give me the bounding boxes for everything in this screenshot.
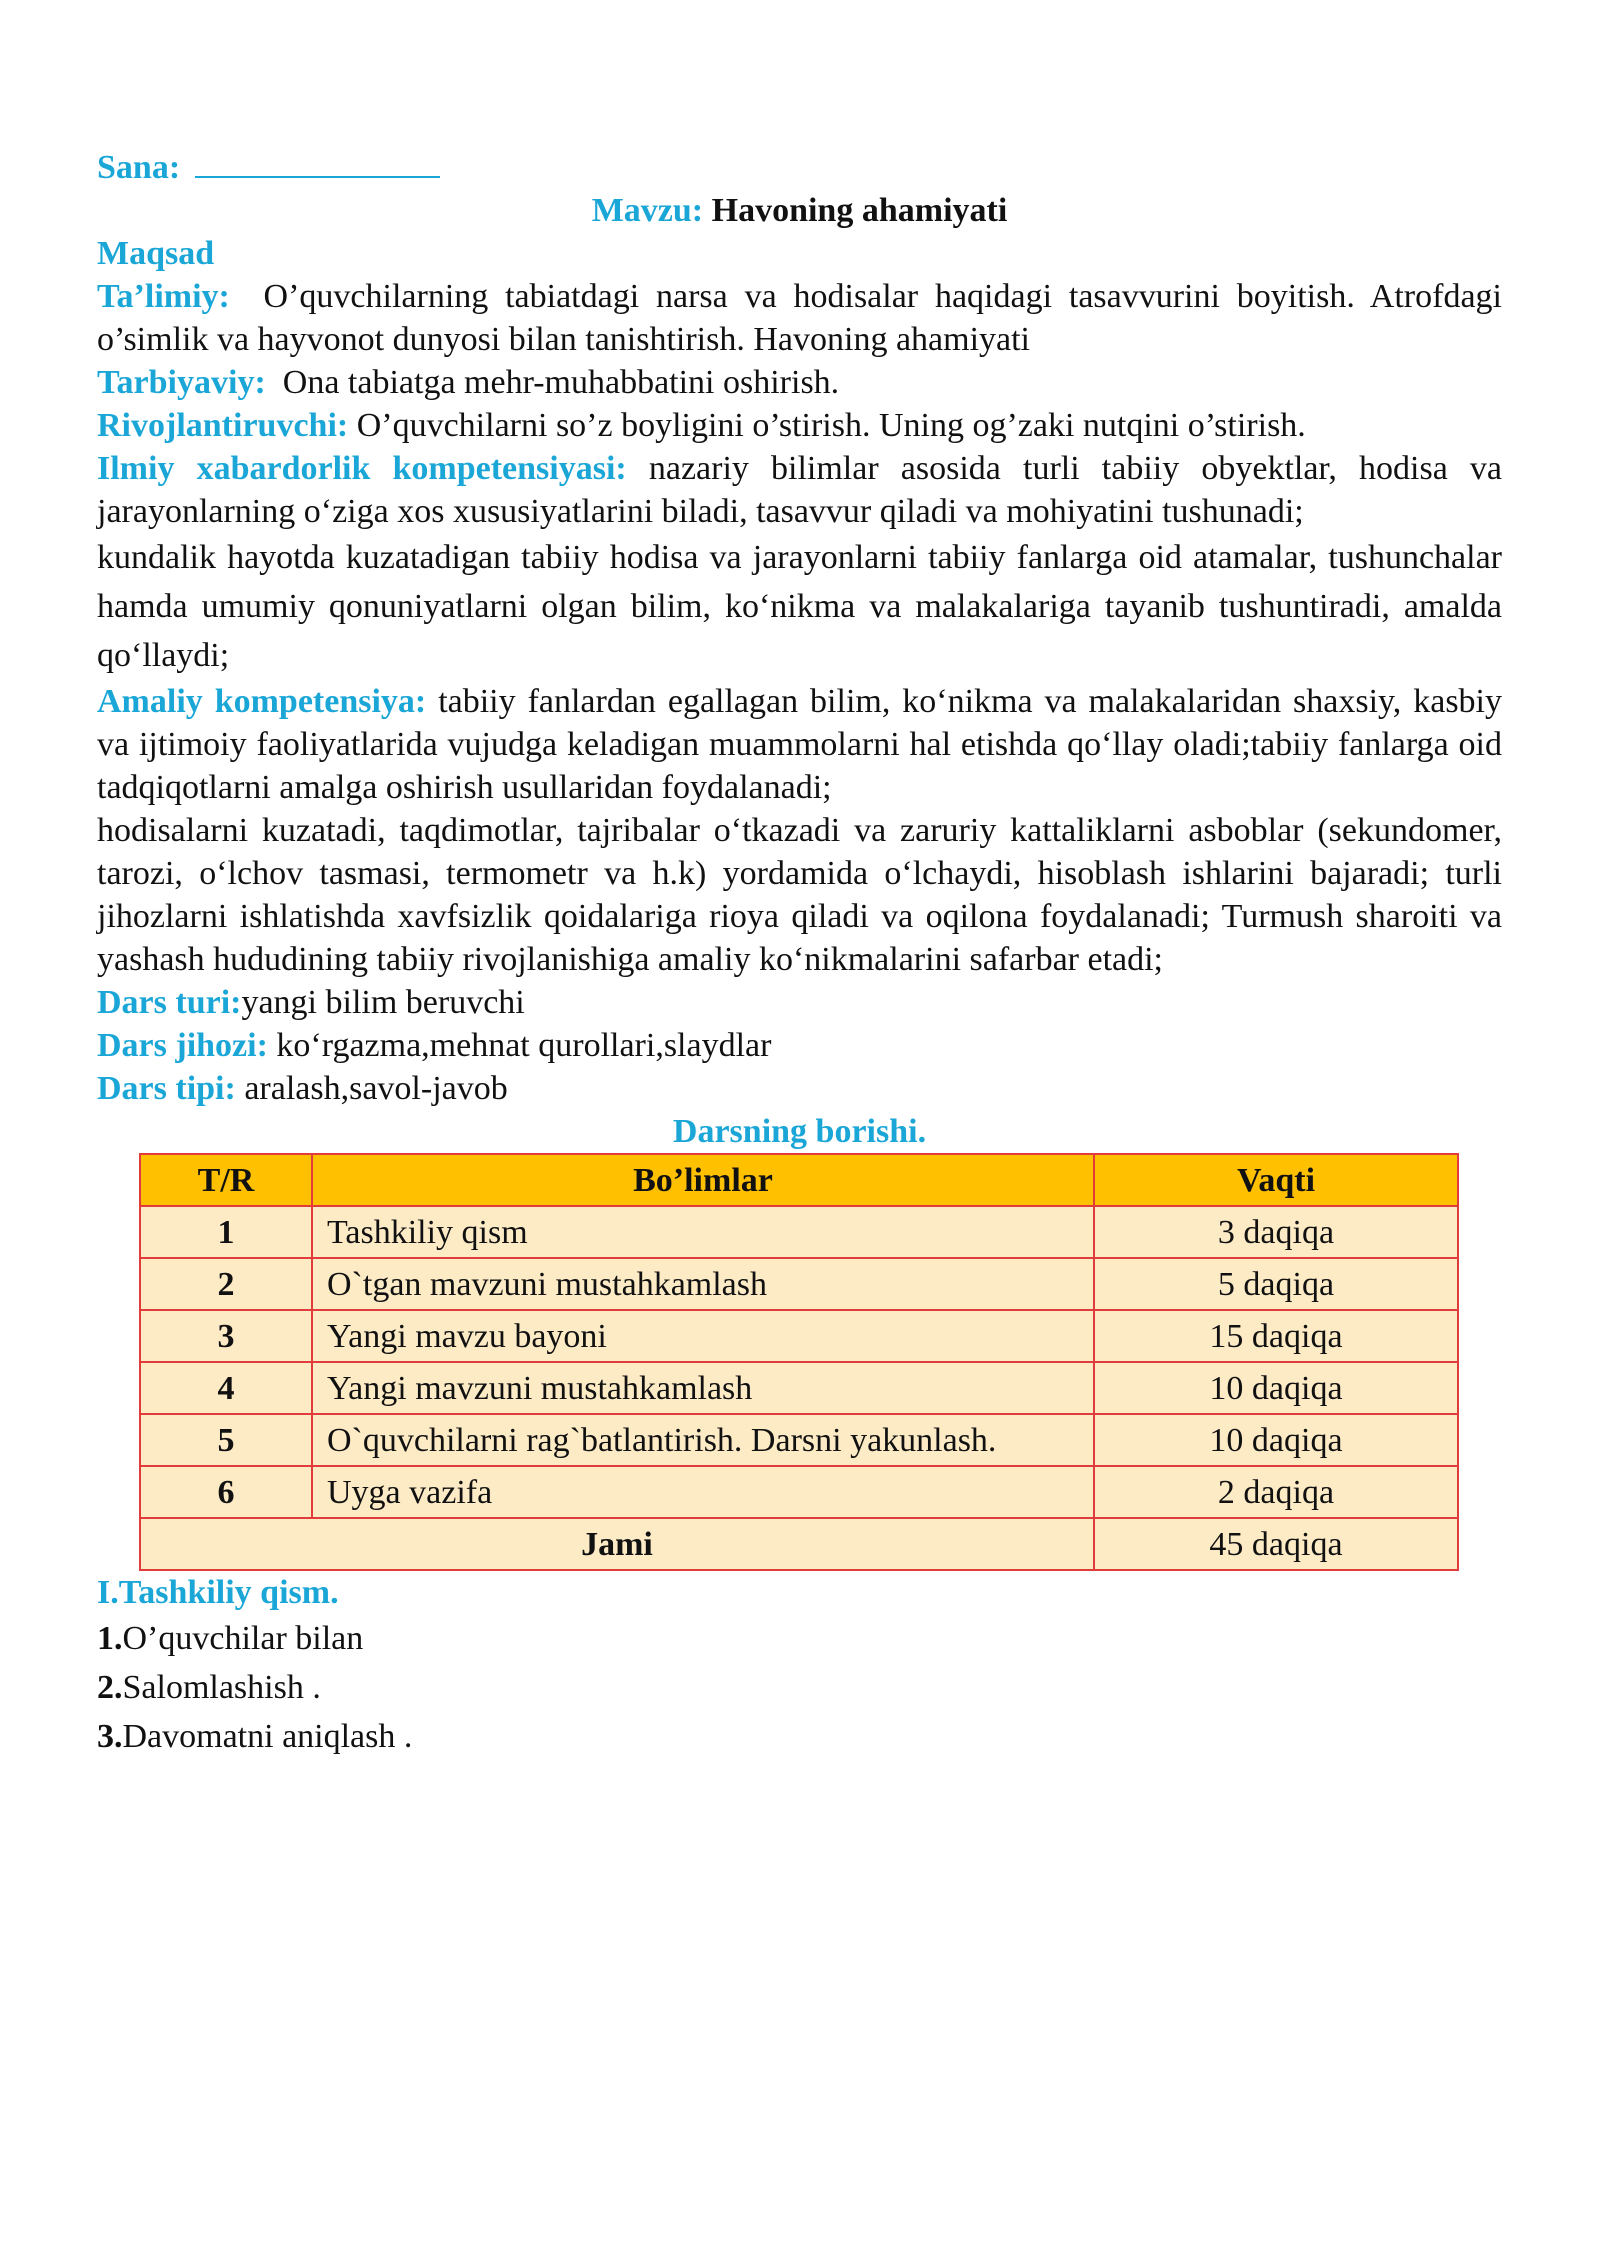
- table-total-row: [140, 1518, 1458, 1570]
- organizational-heading: I.Tashkiliy qism.: [97, 1574, 339, 1611]
- topic-value: Havoning ahamiyati: [711, 192, 1008, 229]
- date-line: [97, 146, 1502, 189]
- row-section: Yangi mavzuni mustahkamlash: [312, 1362, 1094, 1414]
- talimiy-text: O’quvchilarning tabiatdagi narsa va hodisalar haqidagi tasavvurini boyitish. Atrofdagi o’simlik va hayvonot dunyosi bilan tanishtirish. Havoning ahamiyati: [97, 278, 1502, 358]
- dars-turi-label: Dars turi:: [97, 984, 242, 1021]
- row-section: Tashkiliy qism: [312, 1206, 1094, 1258]
- step-item: [97, 1614, 1502, 1663]
- dars-tipi-label: Dars tipi:: [97, 1070, 236, 1107]
- table-row: [140, 1466, 1458, 1518]
- lesson-plan-table: [139, 1153, 1459, 1571]
- row-time: 2 daqiqa: [1094, 1466, 1458, 1518]
- step-text: O’quvchilar bilan: [122, 1620, 364, 1657]
- tarbiyaviy-label: Tarbiyaviy:: [97, 364, 266, 401]
- step-number: 1.: [97, 1620, 123, 1657]
- ilmiy-label: Ilmiy xabardorlik kompetensiyasi:: [97, 450, 627, 487]
- dars-turi-value: yangi bilim beruvchi: [241, 984, 525, 1021]
- goals-heading: Maqsad: [97, 235, 215, 272]
- dars-tipi-line: [97, 1067, 1502, 1110]
- row-time: 10 daqiqa: [1094, 1414, 1458, 1466]
- row-number: 6: [140, 1466, 312, 1518]
- total-time: 45 daqiqa: [1094, 1518, 1458, 1570]
- topic-line: [97, 189, 1502, 232]
- talimiy-label: Ta’limiy:: [97, 278, 230, 315]
- ilmiy-paragraph: [97, 447, 1502, 533]
- date-label: Sana:: [97, 149, 181, 186]
- header-tr: T/R: [140, 1154, 312, 1206]
- table-row: [140, 1310, 1458, 1362]
- plan-title: Darsning borishi.: [672, 1113, 927, 1150]
- step-text: Salomlashish .: [122, 1669, 321, 1706]
- row-number: 3: [140, 1310, 312, 1362]
- table-row: [140, 1414, 1458, 1466]
- row-number: 1: [140, 1206, 312, 1258]
- header-sections: Bo’limlar: [312, 1154, 1094, 1206]
- dars-turi-line: [97, 981, 1502, 1024]
- row-time: 10 daqiqa: [1094, 1362, 1458, 1414]
- row-section: O`quvchilarni rag`batlantirish. Darsni yakunlash.: [312, 1414, 1094, 1466]
- table-row: [140, 1206, 1458, 1258]
- row-number: 2: [140, 1258, 312, 1310]
- rivojlantiruvchi-text: O’quvchilarni so’z boyligini o’stirish. Uning og’zaki nutqini o’stirish.: [356, 407, 1306, 444]
- step-item: [97, 1663, 1502, 1712]
- step-text: Davomatni aniqlash .: [122, 1718, 413, 1755]
- date-blank: [195, 148, 440, 178]
- row-section: Uyga vazifa: [312, 1466, 1094, 1518]
- row-section: Yangi mavzu bayoni: [312, 1310, 1094, 1362]
- row-time: 3 daqiqa: [1094, 1206, 1458, 1258]
- dars-tipi-value: aralash,savol-javob: [244, 1070, 508, 1107]
- table-header-row: [140, 1154, 1458, 1206]
- total-label: Jami: [140, 1518, 1094, 1570]
- tarbiyaviy-paragraph: [97, 361, 1502, 404]
- rivojlantiruvchi-label: Rivojlantiruvchi:: [97, 407, 349, 444]
- step-number: 3.: [97, 1718, 123, 1755]
- amaliy-label: Amaliy kompetensiya:: [97, 683, 427, 720]
- amaliy-paragraph: [97, 680, 1502, 809]
- step-item: [97, 1712, 1502, 1761]
- row-time: 5 daqiqa: [1094, 1258, 1458, 1310]
- tarbiyaviy-text: Ona tabiatga mehr-muhabbatini oshirish.: [282, 364, 840, 401]
- table-row: [140, 1362, 1458, 1414]
- dars-jihozi-label: Dars jihozi:: [97, 1027, 268, 1064]
- step-number: 2.: [97, 1669, 123, 1706]
- table-row: [140, 1258, 1458, 1310]
- dars-jihozi-line: [97, 1024, 1502, 1067]
- ilmiy-paragraph-2: kundalik hayotda kuzatadigan tabiiy hodisa va jarayonlarni tabiiy fanlarga oid atamalar, tushunchalar hamda umumiy qonuniyatlarni olgan bilim, ko‘nikma va malakalariga tayanib tushuntiradi, amalda qo‘llaydi;: [97, 539, 1502, 674]
- row-section: O`tgan mavzuni mustahkamlash: [312, 1258, 1094, 1310]
- topic-label: Mavzu:: [591, 192, 704, 229]
- row-time: 15 daqiqa: [1094, 1310, 1458, 1362]
- row-number: 4: [140, 1362, 312, 1414]
- talimiy-paragraph: [97, 275, 1502, 361]
- row-number: 5: [140, 1414, 312, 1466]
- rivojlantiruvchi-paragraph: [97, 404, 1502, 447]
- ilmiy-text-1: nazariy bilimlar asosida turli tabiiy obyektlar, hodisa va jarayonlarning o‘ziga xos xususiyatlarini biladi, tasavvur qiladi va mohiyatini tushunadi;: [97, 450, 1502, 530]
- dars-jihozi-value: ko‘rgazma,mehnat qurollari,slaydlar: [276, 1027, 772, 1064]
- amaliy-paragraph-2: hodisalarni kuzatadi, taqdimotlar, tajribalar o‘tkazadi va zaruriy kattaliklarni asboblar (sekundomer, tarozi, o‘lchov tasmasi, termometr va h.k) yordamida o‘lchaydi, hisoblash ishlarini bajaradi; turli jihozlarni ishlatishda xavfsizlik qoidalariga rioya qiladi va oqilona foydalanadi; Turmush sharoiti va yashash hududining tabiiy rivojlanishiga amaliy ko‘nikmalarini safarbar etadi;: [97, 812, 1502, 978]
- amaliy-text-1: tabiiy fanlardan egallagan bilim, ko‘nikma va malakalaridan shaxsiy, kasbiy va ijtimoiy faoliyatlarida vujudga keladigan muammolarni hal etishda qo‘llay oladi;tabiiy fanlarga oid tadqiqotlarni amalga oshirish usullaridan foydalanadi;: [97, 683, 1503, 806]
- header-time: Vaqti: [1094, 1154, 1458, 1206]
